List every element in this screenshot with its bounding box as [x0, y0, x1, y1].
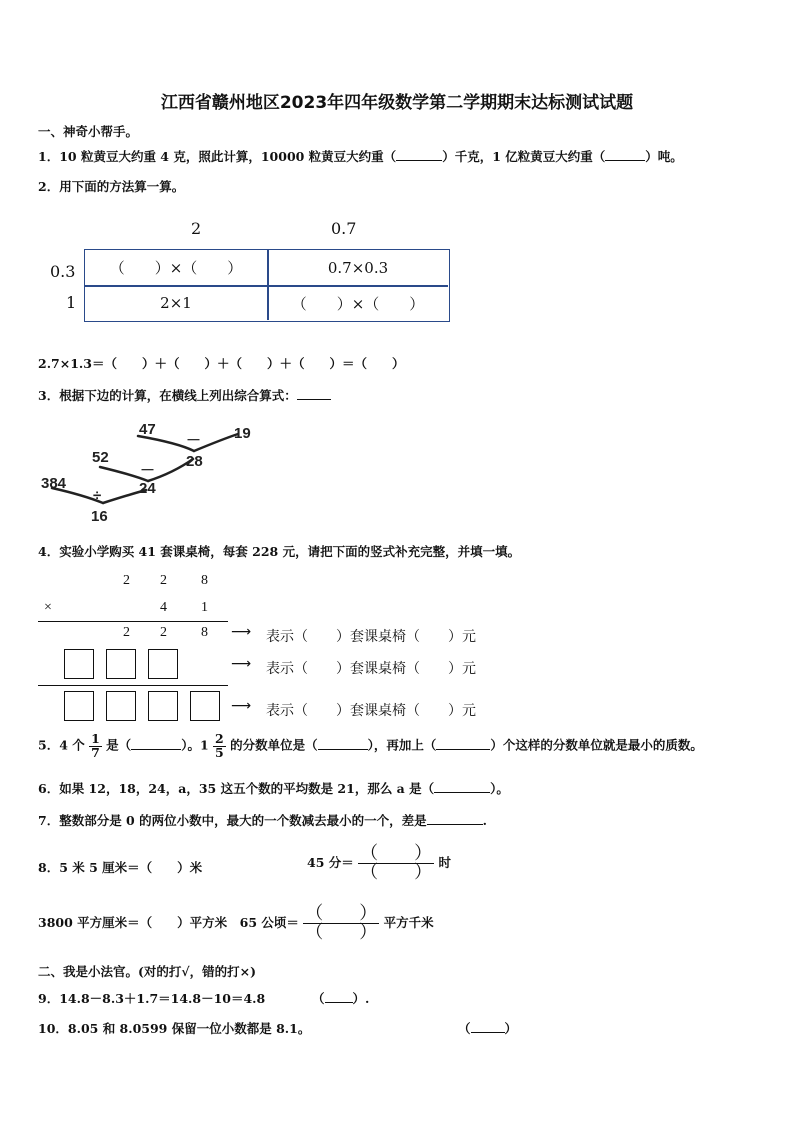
q4-box-product-2[interactable] [106, 691, 136, 721]
q5-fraction-1-7: $\frac{1}{7}$ [91, 731, 100, 760]
q5-text-c: ）。1 [181, 737, 209, 753]
q5-blank-2[interactable] [318, 749, 368, 750]
q3-answer-blank[interactable] [297, 399, 331, 400]
q9-answer [312, 989, 369, 1007]
q2-top-left-factor: 2 [191, 219, 202, 238]
q2-cell-bottom-right[interactable]: （ ）×（ ） [291, 294, 425, 313]
q5-fraction-2-5: $\frac{2}{5}$ [215, 731, 224, 760]
q2-cell-bottom-left: 2×1 [160, 294, 192, 312]
section-2-heading: 二、我是小法官。(对的打√，错的打×) [38, 964, 257, 979]
q3-num-52: 52 [92, 449, 109, 466]
q2-side-bottom-factor: 1 [66, 293, 77, 312]
question-5 [38, 733, 703, 759]
section-1-heading: 一、神奇小帮手。 [38, 124, 139, 139]
q3-num-47: 47 [139, 421, 156, 438]
q1-text-b: ）千克，1 亿粒黄豆大约重（ [442, 149, 606, 164]
q5-text-b: 是（ [106, 737, 132, 753]
q1-text-a: 1．10 粒黄豆大约重 4 克，照此计算，10000 粒黄豆大约重（ [38, 149, 397, 164]
q6-blank[interactable] [434, 792, 490, 793]
q2-cell-top-left[interactable]: （ ）×（ ） [109, 259, 243, 277]
question-3 [38, 386, 331, 404]
q2-cell-top-right: 0.7×0.3 [327, 258, 389, 277]
q3-minus-1: － [186, 432, 202, 449]
q8-part-c-fraction[interactable]: $\frac{( )}{( )}$ [305, 903, 378, 943]
q3-num-19: 19 [234, 425, 251, 442]
q4-label-1[interactable]: 表示（ ）套课桌椅（ ）元 [266, 629, 476, 645]
q8-part-b [307, 845, 451, 882]
q2-equation[interactable]: 2.7×1.3＝（ ）＋（ ）＋（ ）＋（ ）＝（ ） [38, 356, 405, 371]
q8-part-b-text: 45 分＝ [307, 855, 354, 870]
q4-partial1-digit-3: 8 [201, 625, 208, 640]
q4-box-product-4[interactable] [190, 691, 220, 721]
q9-blank[interactable] [325, 1002, 353, 1003]
q3-calculation-diagram [38, 415, 268, 525]
q3-divide-sign: ÷ [93, 487, 102, 504]
q1-text-c: ）吨。 [645, 149, 683, 164]
q5-text-f: ）个这样的分数单位就是最小的质数。 [490, 737, 703, 753]
q7-blank[interactable] [427, 824, 483, 825]
q4-partial1-digit-2: 2 [160, 625, 167, 640]
q4-label-2[interactable]: 表示（ ）套课桌椅（ ）元 [266, 661, 476, 677]
q8-part-b-unit: 时 [438, 855, 451, 870]
q4-label-3[interactable]: 表示（ ）套课桌椅（ ）元 [266, 703, 476, 719]
q2-side-top-factor: 0.3 [50, 262, 76, 281]
q4-times-sign: × [44, 600, 52, 615]
q8-part-b-fraction[interactable]: $\frac{( )}{( )}$ [360, 843, 433, 883]
q4-multiplier-digit-1: 4 [160, 600, 167, 615]
q4-arrow-3: ⟶ [231, 698, 252, 714]
q4-arrow-1: ⟶ [231, 624, 252, 640]
q3-num-28: 28 [186, 453, 203, 470]
q5-text-e: ），再加上（ [367, 737, 437, 753]
q10-paren-open: （ [458, 1021, 471, 1036]
q4-arrow-2: ⟶ [231, 656, 252, 672]
q4-box-partial2-3[interactable] [148, 649, 178, 679]
q10-answer [458, 1019, 517, 1037]
q4-box-product-1[interactable] [64, 691, 94, 721]
q3-prompt: 3．根据下边的计算，在横线上列出综合算式： [38, 388, 297, 403]
q1-blank-1[interactable] [396, 160, 442, 161]
q3-num-384: 384 [41, 475, 67, 492]
q2-prompt: 2．用下面的方法算一算。 [38, 179, 185, 194]
page-title: 江西省赣州地区2023年四年级数学第二学期期末达标测试试题 [160, 93, 634, 113]
q2-multiplication-grid [84, 249, 450, 322]
q8-part-c [38, 905, 434, 942]
q8-part-c-unit: 平方千米 [383, 915, 434, 930]
q5-text-d: 的分数单位是（ [230, 737, 318, 753]
q4-prompt: 4．实验小学购买 41 套课桌椅，每套 228 元，请把下面的竖式补充完整，并填一填。 [38, 544, 521, 559]
q4-multiplicand-digit-1: 2 [123, 573, 130, 588]
q3-num-24: 24 [139, 480, 156, 497]
q9-statement: 9．14.8－8.3＋1.7＝14.8－10＝4.8 [38, 991, 266, 1006]
q4-box-product-3[interactable] [148, 691, 178, 721]
q5-text-a: 5．4 个 [38, 737, 85, 753]
q5-blank-1[interactable] [131, 749, 181, 750]
q10-blank[interactable] [471, 1032, 505, 1033]
question-6 [38, 779, 509, 797]
question-1 [38, 147, 683, 165]
q4-box-partial2-2[interactable] [106, 649, 136, 679]
q7-text-b: . [482, 813, 487, 828]
q6-text-b: ）。 [490, 781, 509, 796]
q4-rule-2 [38, 685, 228, 686]
q8-part-c-text[interactable]: 3800 平方厘米＝（ ）平方米 65 公顷＝ [38, 915, 299, 930]
q4-multiplier-digit-2: 1 [201, 600, 208, 615]
q4-rule-1 [38, 621, 228, 622]
q4-partial1-digit-1: 2 [123, 625, 130, 640]
q5-blank-3[interactable] [436, 749, 490, 750]
q1-blank-2[interactable] [605, 160, 645, 161]
q7-text-a: 7．整数部分是 0 的两位小数中，最大的一个数减去最小的一个，差是 [38, 813, 427, 828]
q10-paren-close: ） [504, 1021, 518, 1036]
q4-box-partial2-1[interactable] [64, 649, 94, 679]
q10-statement: 10．8.05 和 8.0599 保留一位小数都是 8.1。 [38, 1021, 311, 1036]
q2-top-right-factor: 0.7 [331, 219, 357, 238]
q4-multiplicand-digit-2: 2 [160, 573, 167, 588]
q9-paren-close: ）. [352, 991, 370, 1006]
q3-num-16: 16 [91, 508, 108, 525]
q3-minus-2: － [140, 462, 156, 479]
q6-text-a: 6．如果 12，18，24，a，35 这五个数的平均数是 21，那么 a 是（ [38, 781, 435, 796]
q8-part-a[interactable]: 8．5 米 5 厘米＝（ ）米 [38, 860, 203, 875]
q4-multiplicand-digit-3: 8 [201, 573, 208, 588]
q9-paren-open: （ [312, 991, 325, 1006]
question-7 [38, 811, 487, 829]
